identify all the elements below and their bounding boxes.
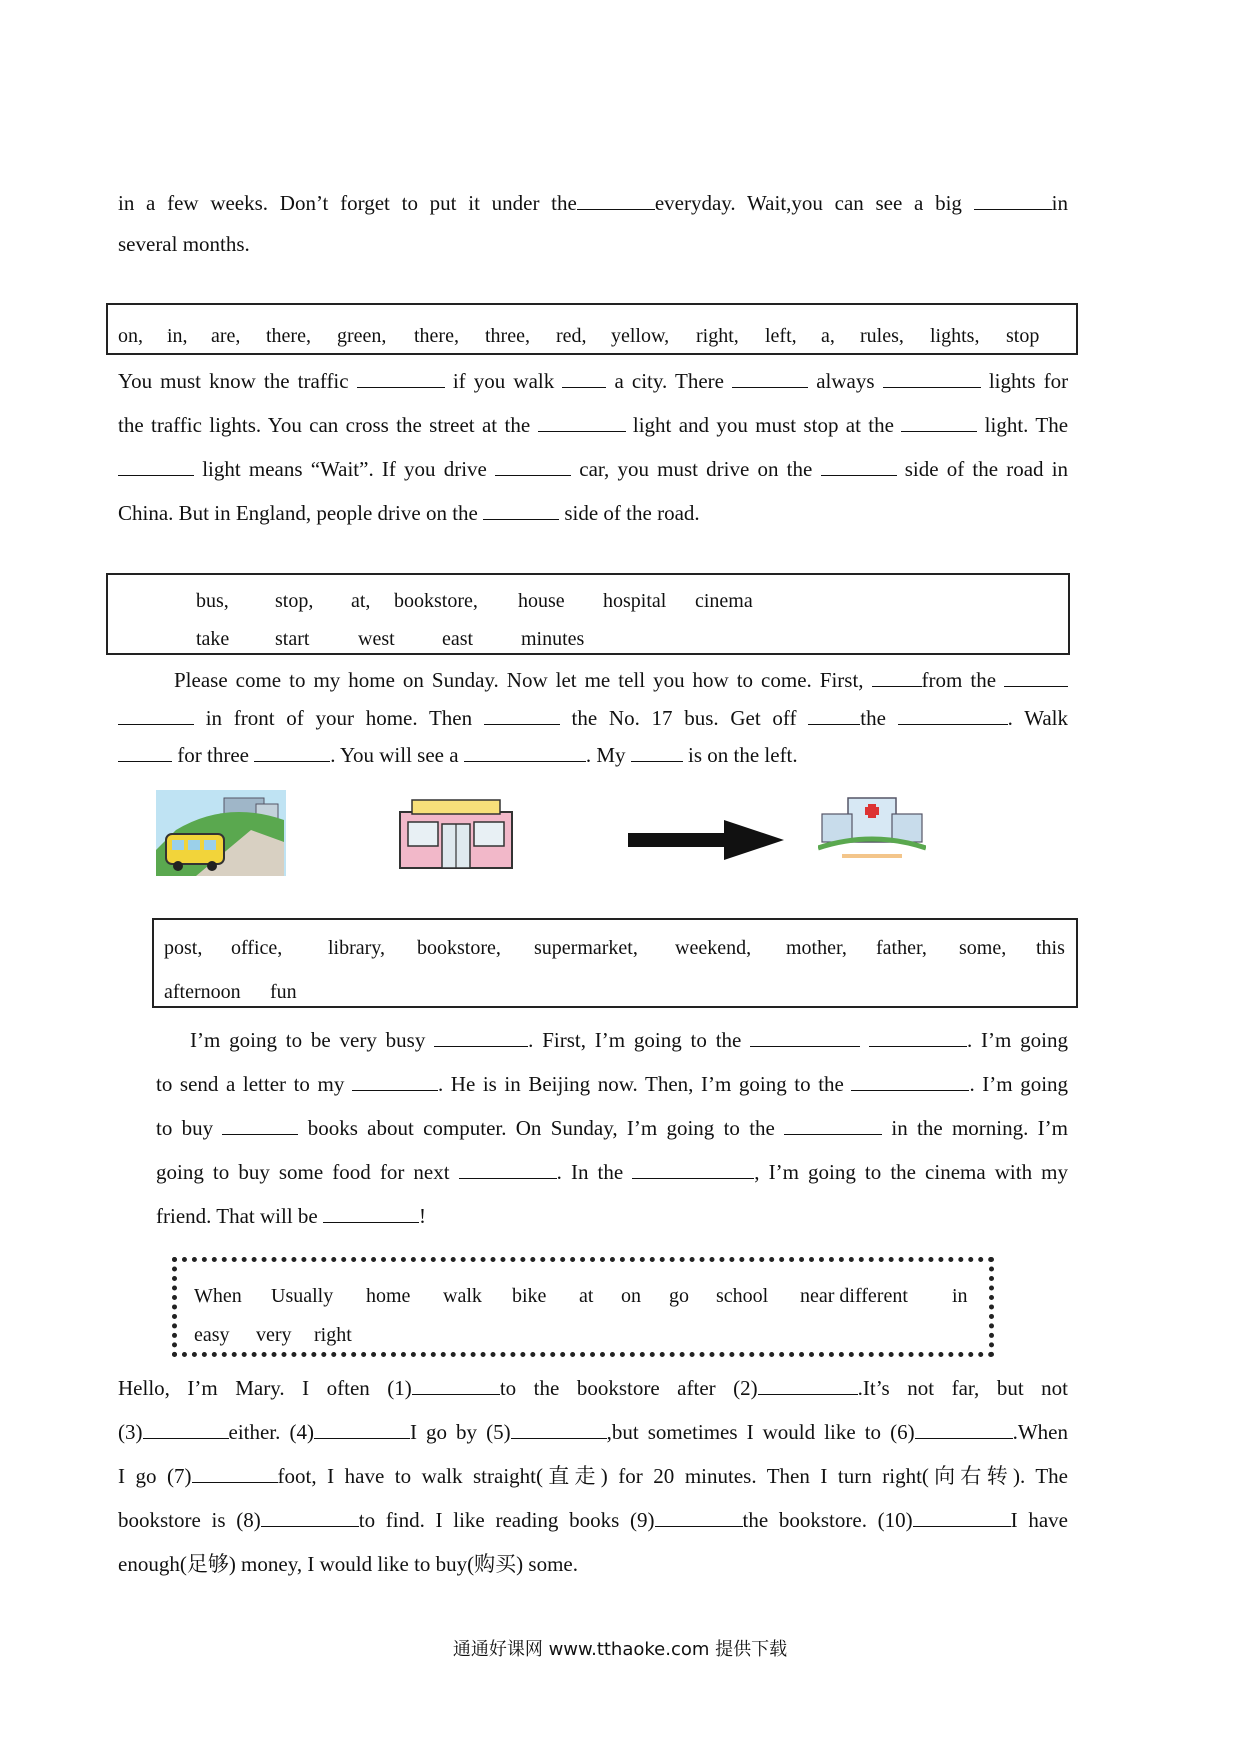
bank-word: three, xyxy=(485,325,530,347)
answer-blank[interactable] xyxy=(483,499,559,520)
answer-blank[interactable] xyxy=(562,367,606,388)
answer-blank[interactable] xyxy=(357,367,445,388)
passage2-line3: light means “Wait”. If you drive car, you must drive on the side of the road in xyxy=(118,454,1068,484)
page-footer: 通通好课网 www.tthaoke.com 提供下载 xyxy=(452,1639,788,1660)
bank-word: afternoon xyxy=(164,981,241,1003)
answer-blank[interactable] xyxy=(750,1026,860,1047)
passage4-line2: to send a letter to my . He is in Beijing now. Then, I’m going to the . I’m going xyxy=(156,1072,1069,1096)
bank-word: bookstore, xyxy=(394,590,478,612)
bank-word: in xyxy=(952,1285,968,1307)
bank-word: east xyxy=(442,628,474,650)
bank-word: lights, xyxy=(930,325,980,347)
bank-word: supermarket, xyxy=(534,937,638,959)
answer-blank[interactable] xyxy=(808,704,860,725)
answer-blank[interactable] xyxy=(511,1418,607,1439)
answer-blank[interactable] xyxy=(352,1070,438,1091)
answer-blank[interactable] xyxy=(869,1026,967,1047)
answer-blank[interactable] xyxy=(412,1374,500,1395)
bank-word: start xyxy=(275,628,310,650)
bank-word: bike xyxy=(512,1285,547,1307)
answer-blank[interactable] xyxy=(901,411,977,432)
word-bank-box-3 xyxy=(106,573,1070,655)
answer-blank[interactable] xyxy=(484,704,560,725)
bank-word: there, xyxy=(266,325,311,347)
answer-blank[interactable] xyxy=(314,1418,410,1439)
answer-blank[interactable] xyxy=(464,741,586,762)
answer-blank[interactable] xyxy=(577,189,655,210)
answer-blank[interactable] xyxy=(758,1374,858,1395)
answer-blank[interactable] xyxy=(821,455,897,476)
passage4-line5: friend. That will be ! xyxy=(156,1204,426,1228)
passage5-line1: Hello, I’m Mary. I often (1) to the bookstore after (2) .It’s not far, but not xyxy=(118,1376,1069,1400)
hospital-picture xyxy=(818,790,926,862)
answer-blank[interactable] xyxy=(1004,666,1068,687)
bank-word: library, xyxy=(328,937,386,959)
bank-word: father, xyxy=(876,937,927,959)
passage4-line3: to buy books about computer. On Sunday, I’m going to the in the morning. I’m xyxy=(156,1116,1068,1140)
bank-word: west xyxy=(358,628,395,650)
bank-word: post, xyxy=(164,937,203,959)
bank-word: stop xyxy=(1006,325,1040,347)
passage5-line5: enough(足够) money, I would like to buy(购买) some. xyxy=(118,1552,578,1576)
answer-blank[interactable] xyxy=(732,367,808,388)
answer-blank[interactable] xyxy=(261,1506,359,1527)
bank-word: Usually xyxy=(271,1285,334,1307)
bank-word: in, xyxy=(167,325,188,347)
bank-word: red, xyxy=(556,325,587,347)
bank-word: fun xyxy=(270,981,297,1003)
answer-blank[interactable] xyxy=(898,704,1008,725)
bank-word: on xyxy=(621,1285,641,1307)
bookstore-picture xyxy=(398,798,514,870)
passage1-line1: in a few weeks. Don’t forget to put it under the everyday. Wait,you can see a big in xyxy=(118,191,1068,215)
bank-word: bookstore, xyxy=(417,937,501,959)
answer-blank[interactable] xyxy=(254,741,330,762)
answer-blank[interactable] xyxy=(495,455,571,476)
bank-word: take xyxy=(196,628,230,650)
bank-word: mother, xyxy=(786,937,847,959)
bank-word: there, xyxy=(414,325,459,347)
bus-stop-picture xyxy=(156,790,286,876)
bank-word: some, xyxy=(959,937,1007,959)
passage5-line4: bookstore is (8) to find. I like reading books (9) the bookstore. (10) I have xyxy=(118,1508,1068,1532)
answer-blank[interactable] xyxy=(538,411,626,432)
bank-word: minutes xyxy=(521,628,585,650)
bank-word: go xyxy=(669,1285,689,1307)
answer-blank[interactable] xyxy=(323,1202,419,1223)
bank-word: at, xyxy=(351,590,371,612)
bank-word: walk xyxy=(443,1285,482,1307)
answer-blank[interactable] xyxy=(459,1158,557,1179)
bank-word: yellow, xyxy=(611,325,670,347)
bank-word: right, xyxy=(696,325,739,347)
answer-blank[interactable] xyxy=(974,189,1052,210)
answer-blank[interactable] xyxy=(872,666,922,687)
answer-blank[interactable] xyxy=(784,1114,882,1135)
bank-word: weekend, xyxy=(675,937,752,959)
answer-blank[interactable] xyxy=(118,741,172,762)
bank-word: at xyxy=(579,1285,594,1307)
bank-word: are, xyxy=(211,325,241,347)
passage5-line3: I go (7) foot, I have to walk straight(直走) for 20 minutes. Then I turn right(向右转). The xyxy=(118,1464,1068,1488)
passage1-line2: several months. xyxy=(118,232,250,256)
passage4-line1: I’m going to be very busy . First, I’m going to the . I’m going xyxy=(190,1028,1069,1052)
answer-blank[interactable] xyxy=(655,1506,743,1527)
bank-word: near different xyxy=(800,1285,908,1307)
passage3-line1: Please come to my home on Sunday. Now let me tell you how to come. First, from the xyxy=(174,665,1068,695)
answer-blank[interactable] xyxy=(222,1114,298,1135)
answer-blank[interactable] xyxy=(883,367,981,388)
answer-blank[interactable] xyxy=(143,1418,229,1439)
bank-word: home xyxy=(366,1285,411,1307)
passage2-line2: the traffic lights. You can cross the street at the light and you must stop at the light. The xyxy=(118,413,1069,437)
answer-blank[interactable] xyxy=(851,1070,969,1091)
answer-blank[interactable] xyxy=(915,1418,1013,1439)
bank-word: right xyxy=(314,1324,352,1346)
bank-word: very xyxy=(256,1324,292,1346)
answer-blank[interactable] xyxy=(913,1506,1011,1527)
answer-blank[interactable] xyxy=(631,741,683,762)
passage3-line3: for three . You will see a . My is on the left. xyxy=(118,740,1068,770)
bank-word: stop, xyxy=(275,590,314,612)
passage3-line2: in front of your home. Then the No. 17 bus. Get off the . Walk xyxy=(118,703,1068,733)
bank-word: easy xyxy=(194,1324,230,1346)
bank-word: green, xyxy=(337,325,387,347)
bank-word: school xyxy=(716,1285,769,1307)
bank-word: on, xyxy=(118,325,143,347)
bank-word: this xyxy=(1036,937,1065,959)
answer-blank[interactable] xyxy=(434,1026,528,1047)
bank-word: cinema xyxy=(695,590,753,612)
bank-word: office, xyxy=(231,937,283,959)
bank-word: rules, xyxy=(860,325,904,347)
answer-blank[interactable] xyxy=(118,704,194,725)
bank-word: left, xyxy=(765,325,797,347)
answer-blank[interactable] xyxy=(632,1158,754,1179)
arrow-right-icon xyxy=(628,820,784,860)
passage2-line1: You must know the traffic if you walk a city. There always lights for xyxy=(118,369,1069,393)
answer-blank[interactable] xyxy=(118,455,194,476)
bank-word: hospital xyxy=(603,590,667,612)
passage4-line4: going to buy some food for next . In the , I’m going to the cinema with my xyxy=(156,1160,1068,1184)
passage2-line4: China. But in England, people drive on the side of the road. xyxy=(118,501,700,525)
bank-word: a, xyxy=(821,325,835,347)
bank-word: bus, xyxy=(196,590,229,612)
bank-word: house xyxy=(518,590,565,612)
passage5-line2: (3) either. (4) I go by (5) ,but sometimes I would like to (6) .When xyxy=(118,1420,1068,1444)
bank-word: When xyxy=(194,1285,242,1307)
answer-blank[interactable] xyxy=(192,1462,278,1483)
